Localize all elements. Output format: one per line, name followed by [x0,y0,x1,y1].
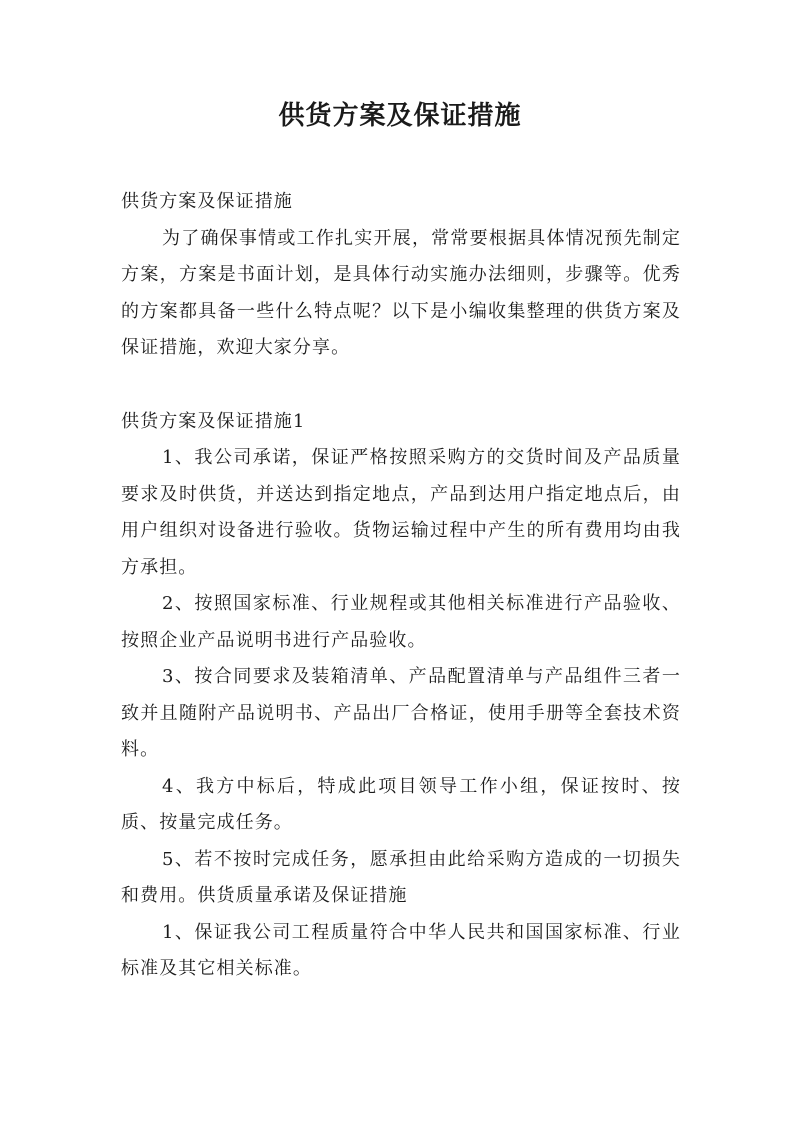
list-item: 1、保证我公司工程质量符合中华人民共和国国家标准、行业标准及其它相关标准。 [121,921,681,979]
section-heading: 供货方案及保证措施1 [121,410,306,432]
paragraph-gap [121,367,681,404]
document-title: 供货方案及保证措施 [278,101,522,131]
intro-paragraph: 为了确保事情或工作扎实开展，常常要根据具体情况预先制定方案，方案是书面计划，是具体行动实施办法细则，步骤等。优秀的方案都具备一些什么特点呢？以下是小编收集整理的供货方案及保证措施，欢迎大家分享。 [121,227,681,358]
list-item: 2、按照国家标准、行业规程或其他相关标准进行产品验收、按照企业产品说明书进行产品验收。 [121,593,681,651]
list-item: 1、我公司承诺，保证严格按照采购方的交货时间及产品质量要求及时供货，并送达到指定地点，产品到达用户指定地点后，由用户组织对设备进行验收。货物运输过程中产生的所有费用均由我方承担。 [121,447,681,578]
intro-heading: 供货方案及保证措施 [121,191,293,212]
list-item: 3、按合同要求及装箱清单、产品配置清单与产品组件三者一致并且随附产品说明书、产品出厂合格证，使用手册等全套技术资料。 [121,666,681,760]
document-body [121,184,681,988]
list-item: 5、若不按时完成任务，愿承担由此给采购方造成的一切损失和费用。供货质量承诺及保证措施 [121,848,681,906]
list-item: 4、我方中标后，特成此项目领导工作小组，保证按时、按质、按量完成任务。 [121,775,681,833]
